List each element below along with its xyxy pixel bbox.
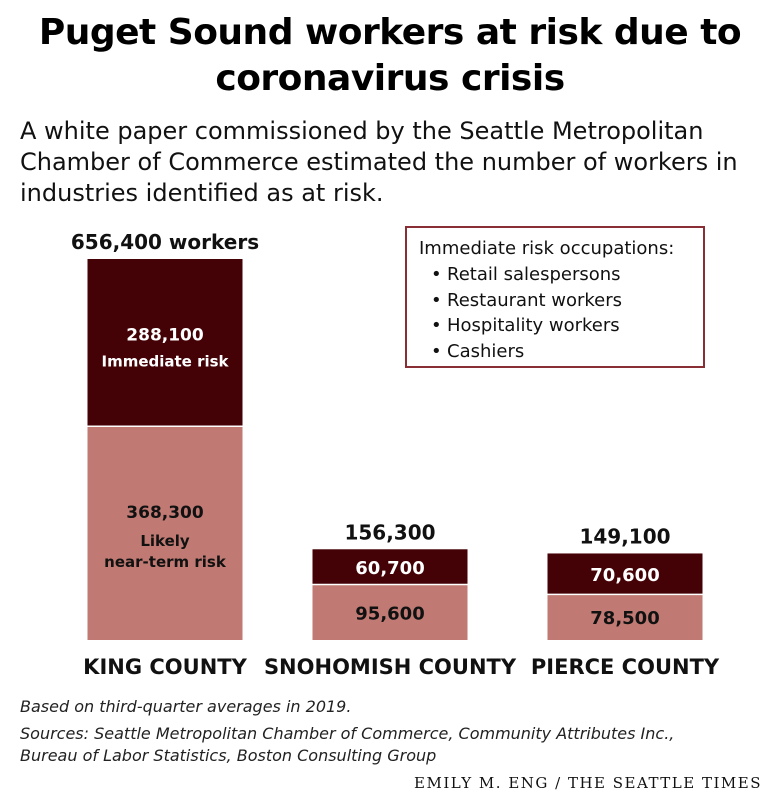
- legend-item: • Cashiers: [431, 340, 525, 362]
- value-label-near-term: 95,600: [355, 603, 425, 625]
- category-label: KING COUNTY: [83, 655, 247, 679]
- sources-line-1: Sources: Seattle Metropolitan Chamber of Commerce, Community Attributes Inc.,: [20, 724, 675, 743]
- total-label: 149,100: [579, 524, 671, 549]
- basis-note: Based on third-quarter averages in 2019.: [20, 697, 352, 716]
- legend-item: • Hospitality workers: [431, 315, 620, 336]
- category-label: SNOHOMISH COUNTY: [263, 655, 517, 679]
- legend-item-label: Restaurant workers: [447, 289, 623, 311]
- segment-caption-immediate: Immediate risk: [101, 352, 229, 371]
- total-label: 656,400 workers: [70, 230, 260, 254]
- chart-subtitle: A white paper commissioned by the Seattle Metropolitan Chamber of Commerce estimated the number of workers in industries identified as at risk.: [20, 117, 738, 207]
- credit: EMILY M. ENG / THE SEATTLE TIMES: [414, 774, 762, 792]
- category-label: PIERCE COUNTY: [530, 655, 720, 679]
- legend-title: Immediate risk occupations:: [419, 238, 675, 259]
- legend-item: • Restaurant workers: [431, 289, 623, 311]
- sources-line-2: Bureau of Labor Statistics, Boston Consulting Group: [20, 746, 437, 765]
- value-label-immediate: 70,600: [590, 564, 660, 586]
- value-label-immediate: 288,100: [126, 325, 204, 346]
- legend-item-label: Cashiers: [447, 340, 525, 362]
- segment-caption-near-term: near-term risk: [104, 553, 226, 572]
- legend-item-label: Retail salespersons: [447, 264, 621, 285]
- chart-title: Puget Sound workers at risk due to coronavirus crisis: [38, 12, 742, 99]
- value-label-near-term: 78,500: [590, 608, 660, 630]
- stacked-bar-chart: [0, 220, 780, 690]
- legend-item: • Retail salespersons: [431, 264, 621, 285]
- value-label-immediate: 60,700: [355, 557, 425, 579]
- legend-item-label: Hospitality workers: [447, 315, 620, 336]
- total-label: 156,300: [344, 520, 436, 545]
- segment-caption-near-term: Likely: [140, 532, 190, 551]
- value-label-near-term: 368,300: [126, 503, 204, 524]
